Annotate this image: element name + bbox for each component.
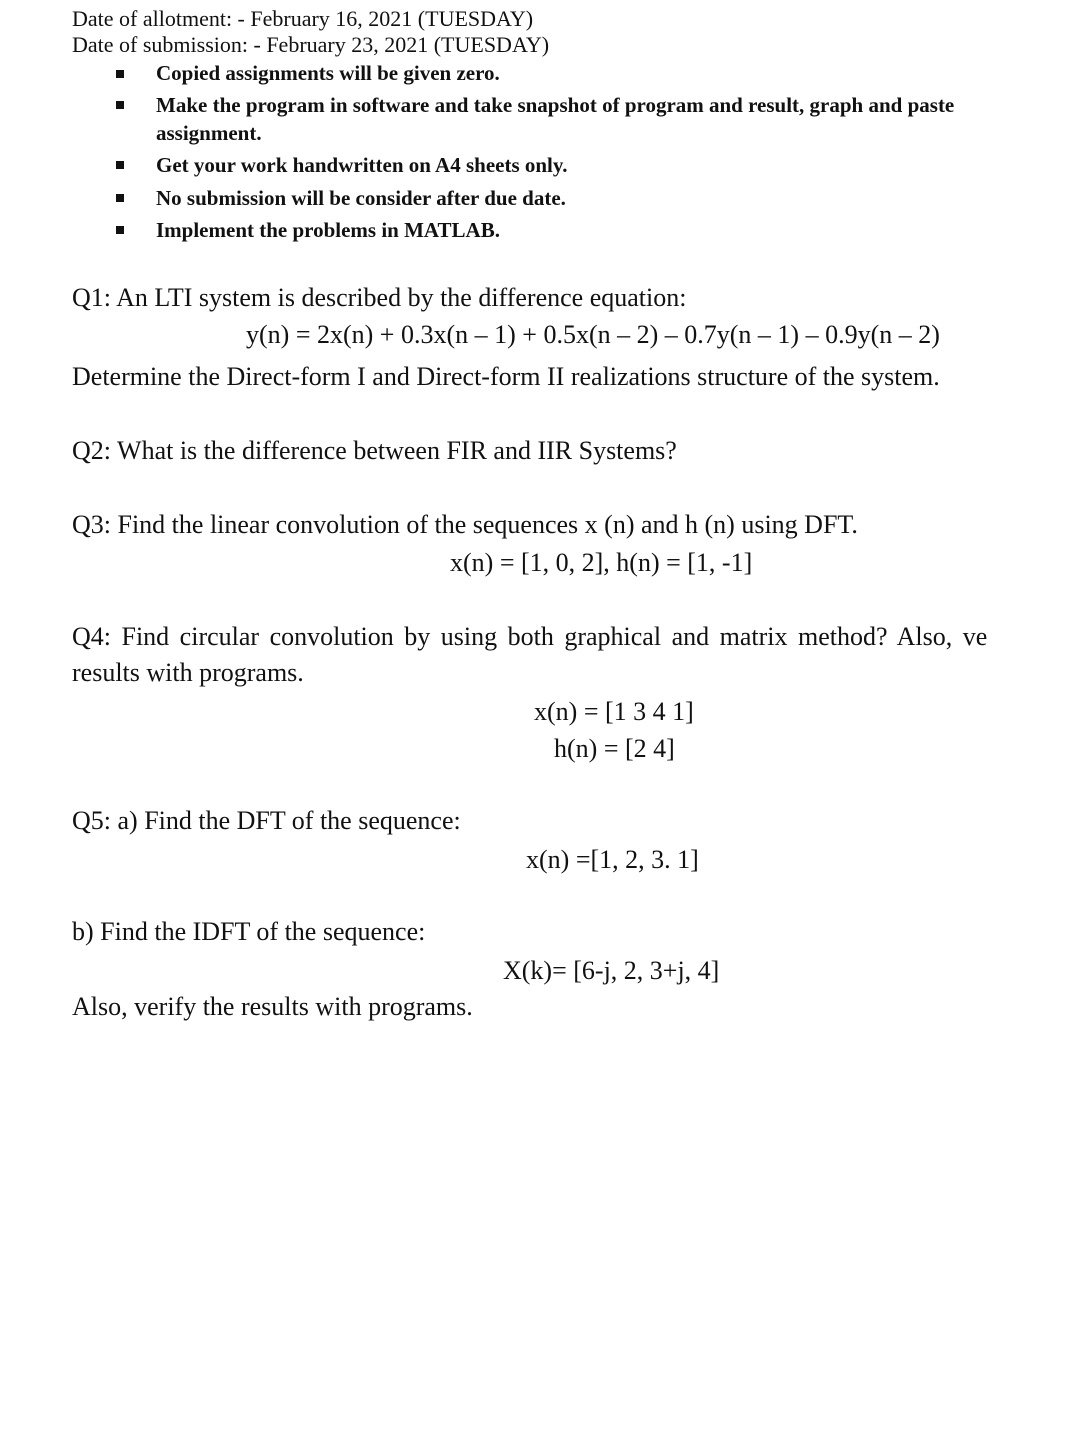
bullet-icon [116, 70, 124, 78]
instruction-item: Make the program in software and take snapshot of program and result, graph and paste [156, 93, 955, 117]
q5-part-b: b) Find the IDFT of the sequence: [72, 917, 426, 946]
instruction-item: Get your work handwritten on A4 sheets only. [156, 153, 568, 177]
q4-h-sequence: h(n) = [2 4] [554, 734, 675, 763]
q4-prompt: Q4: Find circular convolution by using both graphical and matrix method? Also, ve [72, 622, 988, 651]
q1-prompt: Q1: An LTI system is described by the difference equation: [72, 283, 687, 312]
bullet-icon [116, 226, 124, 234]
date-of-allotment: Date of allotment: - February 16, 2021 (TUESDAY) [72, 6, 534, 31]
q5-X-sequence: X(k)= [6-j, 2, 3+j, 4] [503, 956, 720, 985]
q5-part-a: Q5: a) Find the DFT of the sequence: [72, 806, 461, 835]
instruction-item: Copied assignments will be given zero. [156, 61, 500, 85]
q4-x-sequence: x(n) = [1 3 4 1] [534, 697, 694, 726]
q2-prompt: Q2: What is the difference between FIR and IIR Systems? [72, 436, 677, 465]
bullet-icon [116, 101, 124, 109]
q1-equation: y(n) = 2x(n) + 0.3x(n – 1) + 0.5x(n – 2) – 0.7y(n – 1) – 0.9y(n – 2) [246, 320, 940, 349]
date-of-submission: Date of submission: - February 23, 2021 (TUESDAY) [72, 32, 550, 57]
q5-x-sequence: x(n) =[1, 2, 3. 1] [526, 845, 699, 874]
instruction-item-continuation: assignment. [156, 121, 262, 145]
bullet-icon [116, 161, 124, 169]
instruction-item: Implement the problems in MATLAB. [156, 218, 500, 242]
q5-verify: Also, verify the results with programs. [72, 992, 473, 1021]
q3-prompt: Q3: Find the linear convolution of the sequences x (n) and h (n) using DFT. [72, 510, 858, 539]
q3-equation: x(n) = [1, 0, 2], h(n) = [1, -1] [450, 548, 753, 577]
bullet-icon [116, 194, 124, 202]
instruction-item: No submission will be consider after due date. [156, 186, 566, 210]
q4-prompt-continuation: results with programs. [72, 658, 304, 687]
q1-task: Determine the Direct-form I and Direct-form II realizations structure of the system. [72, 362, 940, 391]
